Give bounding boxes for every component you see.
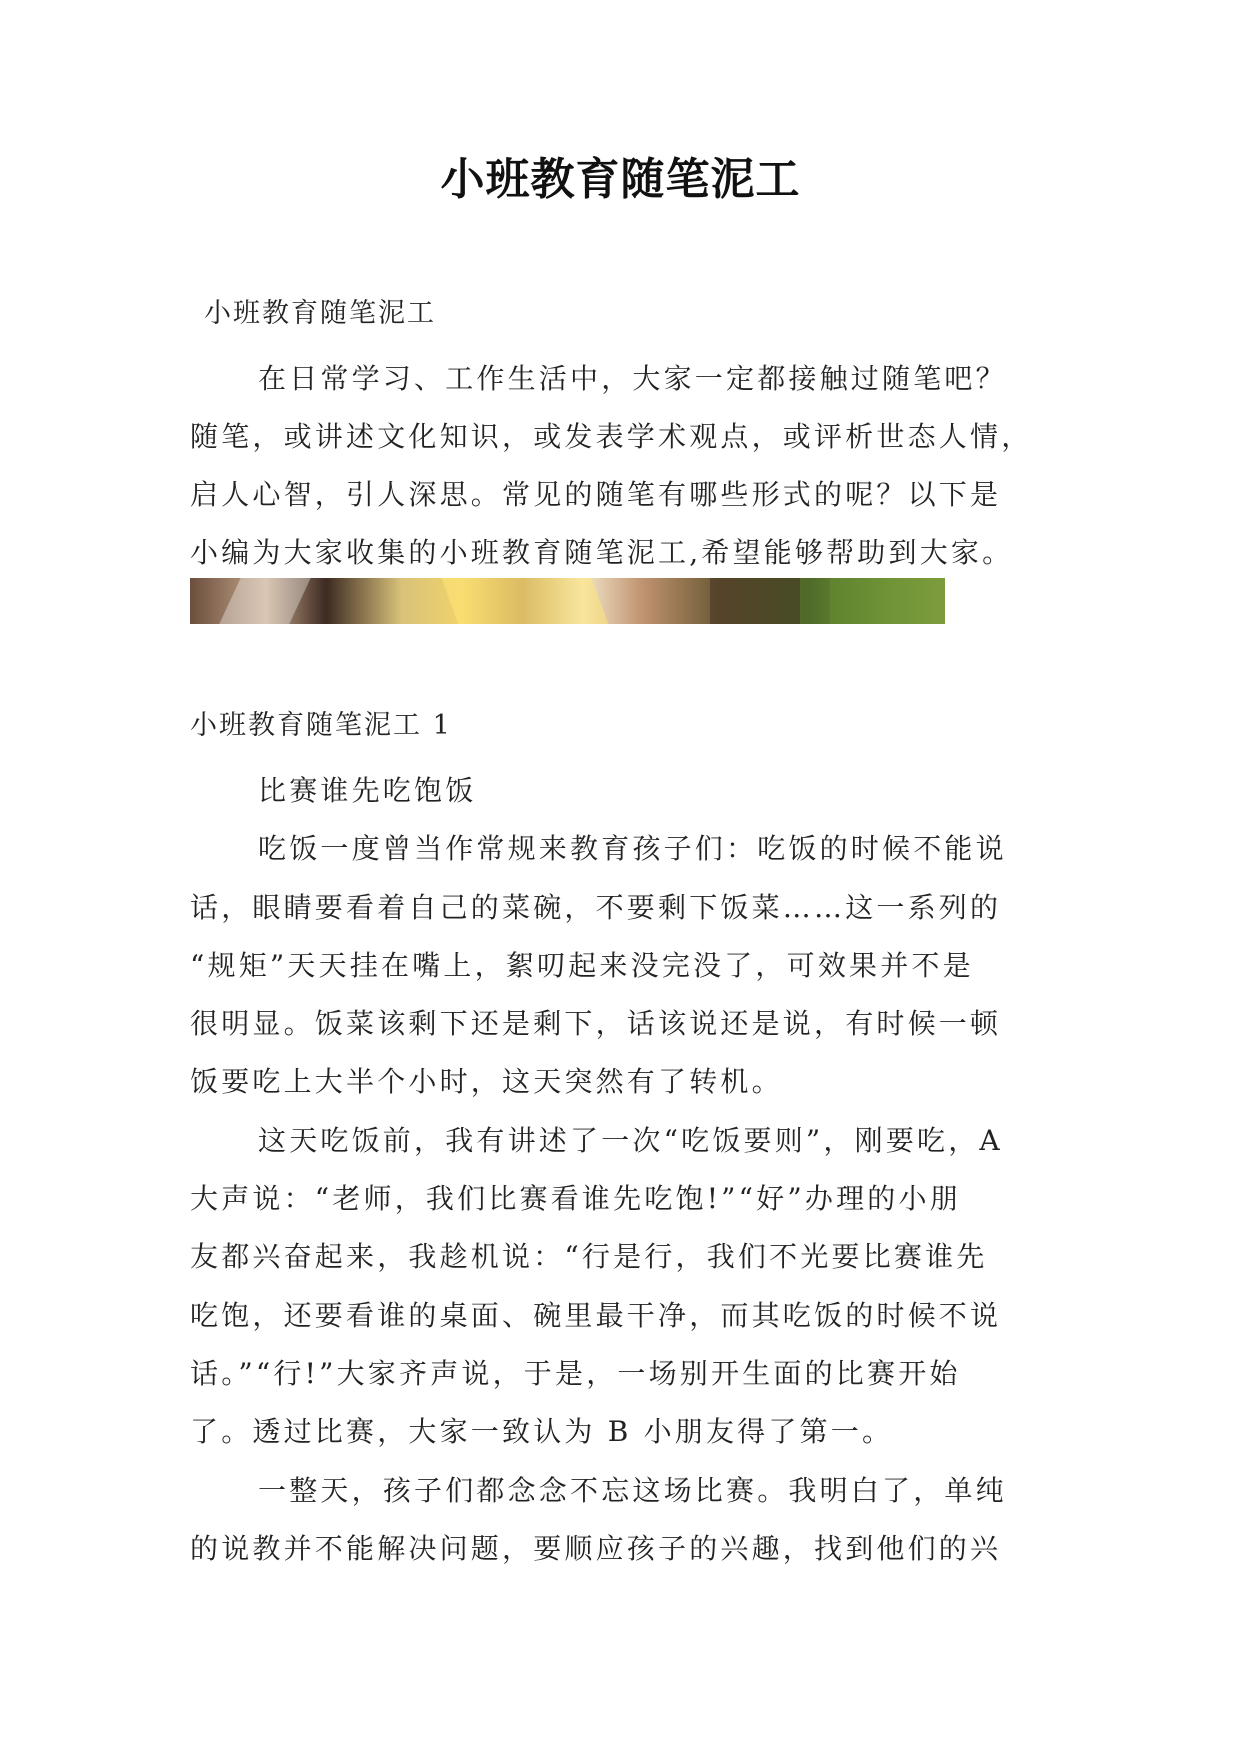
- body-line: 吃饭一度曾当作常规来教育孩子们：吃饭的时候不能说: [258, 832, 1007, 866]
- body-line: 这天吃饭前，我有讲述了一次“吃饭要则”，刚要吃，A: [258, 1123, 1003, 1157]
- body-line: 了。透过比赛，大家一致认为 B 小朋友得了第一。: [190, 1415, 894, 1449]
- document-subheading: 小班教育随笔泥工: [204, 298, 436, 329]
- intro-line: 随笔，或讲述文化知识，或发表学术观点，或评析世态人情，: [190, 420, 1033, 453]
- intro-line: 小编为大家收集的小班教育随笔泥工,希望能够帮助到大家。: [190, 536, 1014, 569]
- body-text: [190, 762, 1060, 1578]
- body-line: 话。”“行!”大家齐声说，于是，一场别开生面的比赛开始: [190, 1356, 961, 1390]
- section-title: 小班教育随笔泥工 1: [190, 710, 452, 741]
- body-line: “规矩”天天挂在嘴上，絮叨起来没完没了，可效果并不是: [190, 948, 974, 982]
- body-line: 饭要吃上大半个小时，这天突然有了转机。: [190, 1065, 783, 1099]
- photo-shadow: [710, 578, 800, 624]
- banner-photo: [190, 578, 945, 624]
- photo-green-clothing: [830, 578, 945, 624]
- photo-book-pages: [442, 578, 609, 624]
- body-line: 的说教并不能解决问题，要顺应孩子的兴趣，找到他们的兴: [190, 1531, 1002, 1565]
- intro-line: 启人心智，引人深思。常见的随笔有哪些形式的呢？以下是: [190, 478, 1002, 511]
- body-line: 话，眼睛要看着自己的菜碗，不要剩下饭菜……这一系列的: [190, 890, 1002, 924]
- body-line: 大声说：“老师，我们比赛看谁先吃饱!”“好”办理的小朋: [190, 1182, 961, 1216]
- body-line: 吃饱，还要看谁的桌面、碗里最干净，而其吃饭的时候不说: [190, 1298, 1002, 1332]
- photo-highlight: [219, 578, 310, 624]
- document-title: 小班教育随笔泥工: [440, 154, 801, 205]
- body-line: 一整天，孩子们都念念不忘这场比赛。我明白了，单纯: [258, 1473, 1007, 1507]
- body-line: 很明显。饭菜该剩下还是剩下，话该说还是说，有时候一顿: [190, 1007, 1002, 1041]
- intro-line: 在日常学习、工作生活中，大家一定都接触过随笔吧？: [258, 362, 1007, 395]
- body-line: 友都兴奋起来，我趁机说：“行是行，我们不光要比赛谁先: [190, 1240, 988, 1274]
- intro-paragraph: [190, 350, 1060, 582]
- story-subtitle: 比赛谁先吃饱饭: [258, 774, 477, 807]
